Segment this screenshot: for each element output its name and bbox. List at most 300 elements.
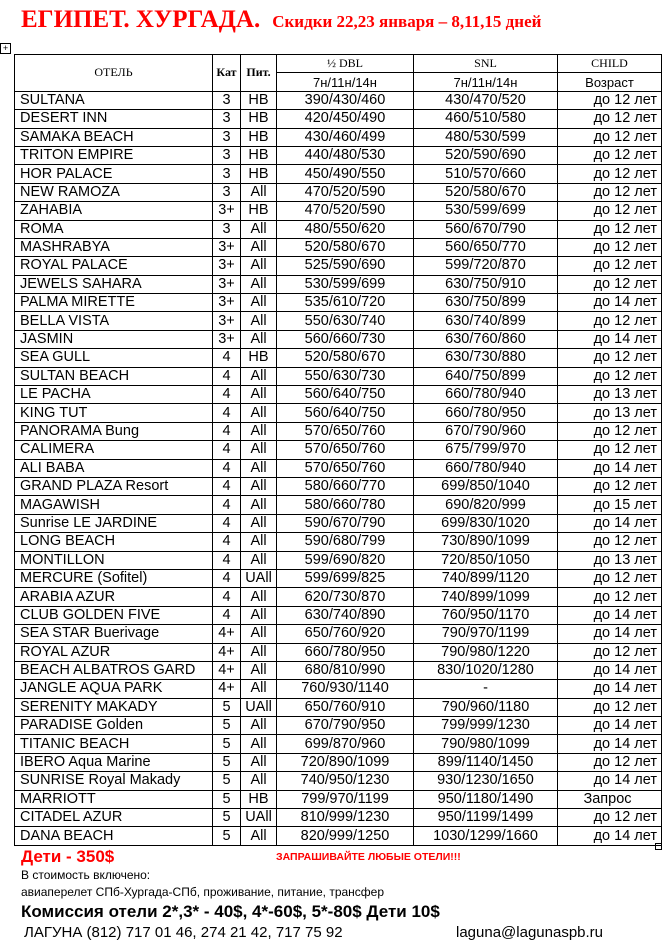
category: 3+ xyxy=(213,202,241,220)
dbl-price: 590/670/790 xyxy=(277,514,414,532)
title-sub: Скидки 22,23 января – 8,11,15 дней xyxy=(272,12,542,31)
hotel-name: TITANIC BEACH xyxy=(15,735,213,753)
category: 3 xyxy=(213,91,241,109)
snl-price: 699/830/1020 xyxy=(414,514,558,532)
table-row xyxy=(15,367,662,385)
snl-price: 899/1140/1450 xyxy=(414,753,558,771)
category: 3+ xyxy=(213,294,241,312)
category: 3+ xyxy=(213,330,241,348)
child-age: до 12 лет xyxy=(558,275,662,293)
table-row xyxy=(15,569,662,587)
child-age: до 12 лет xyxy=(558,477,662,495)
title-main: ЕГИПЕТ. ХУРГАДА. xyxy=(21,6,261,33)
dbl-price: 390/430/460 xyxy=(277,91,414,109)
meal-plan: UAll xyxy=(241,698,277,716)
child-age: до 12 лет xyxy=(558,202,662,220)
table-row xyxy=(15,680,662,698)
hotel-name: PALMA MIRETTE xyxy=(15,294,213,312)
meal-plan: All xyxy=(241,275,277,293)
hotel-name: ROMA xyxy=(15,220,213,238)
table-row xyxy=(15,238,662,256)
hotel-name: SEA GULL xyxy=(15,349,213,367)
child-age: до 14 лет xyxy=(558,827,662,845)
child-age: до 14 лет xyxy=(558,606,662,624)
child-age: до 12 лет xyxy=(558,698,662,716)
dbl-price: 580/660/780 xyxy=(277,496,414,514)
child-age: до 14 лет xyxy=(558,625,662,643)
child-age: до 14 лет xyxy=(558,772,662,790)
hotel-name: ROYAL PALACE xyxy=(15,257,213,275)
hotel-name: ARABIA AZUR xyxy=(15,588,213,606)
child-age: до 12 лет xyxy=(558,753,662,771)
dbl-price: 660/780/950 xyxy=(277,643,414,661)
header-hotel: ОТЕЛЬ xyxy=(15,55,213,92)
category: 4 xyxy=(213,404,241,422)
meal-plan: All xyxy=(241,294,277,312)
hotel-name: JEWELS SAHARA xyxy=(15,275,213,293)
page-title xyxy=(21,6,541,34)
snl-price: 760/950/1170 xyxy=(414,606,558,624)
category: 5 xyxy=(213,790,241,808)
child-age: до 12 лет xyxy=(558,422,662,440)
snl-price: 670/790/960 xyxy=(414,422,558,440)
header-dbl: ½ DBL xyxy=(277,55,414,73)
meal-plan: All xyxy=(241,753,277,771)
dbl-price: 480/550/620 xyxy=(277,220,414,238)
meal-plan: All xyxy=(241,330,277,348)
category: 4 xyxy=(213,386,241,404)
dbl-price: 550/630/730 xyxy=(277,367,414,385)
category: 4 xyxy=(213,606,241,624)
hotel-name: LE PACHA xyxy=(15,386,213,404)
dbl-price: 799/970/1199 xyxy=(277,790,414,808)
table-row xyxy=(15,422,662,440)
dbl-price: 650/760/920 xyxy=(277,625,414,643)
table-row xyxy=(15,790,662,808)
child-age: до 12 лет xyxy=(558,128,662,146)
dbl-price: 590/680/799 xyxy=(277,533,414,551)
snl-price: 560/650/770 xyxy=(414,238,558,256)
snl-price: 660/780/940 xyxy=(414,459,558,477)
table-row xyxy=(15,551,662,569)
meal-plan: All xyxy=(241,606,277,624)
hotel-name: SULTAN BEACH xyxy=(15,367,213,385)
category: 4 xyxy=(213,533,241,551)
child-age: до 13 лет xyxy=(558,404,662,422)
category: 3+ xyxy=(213,257,241,275)
hotel-name: SEA STAR Buerivage xyxy=(15,625,213,643)
table-row xyxy=(15,661,662,679)
snl-price: 630/750/899 xyxy=(414,294,558,312)
snl-price: 599/720/870 xyxy=(414,257,558,275)
hotel-name: SERENITY MAKADY xyxy=(15,698,213,716)
child-age: до 12 лет xyxy=(558,441,662,459)
child-age: до 12 лет xyxy=(558,220,662,238)
child-age: до 12 лет xyxy=(558,533,662,551)
snl-price: 720/850/1050 xyxy=(414,551,558,569)
snl-price: 699/850/1040 xyxy=(414,477,558,495)
table-row xyxy=(15,514,662,532)
header-meal: Пит. xyxy=(241,55,277,92)
table-row xyxy=(15,606,662,624)
table-row xyxy=(15,257,662,275)
hotel-name: PARADISE Golden xyxy=(15,717,213,735)
header-category: Кат xyxy=(213,55,241,92)
child-age: Запрос xyxy=(558,790,662,808)
dbl-price: 620/730/870 xyxy=(277,588,414,606)
dbl-price: 525/590/690 xyxy=(277,257,414,275)
hotel-name: CALIMERA xyxy=(15,441,213,459)
meal-plan: HB xyxy=(241,91,277,109)
table-row xyxy=(15,441,662,459)
meal-plan: All xyxy=(241,735,277,753)
snl-price: 930/1230/1650 xyxy=(414,772,558,790)
category: 3 xyxy=(213,165,241,183)
category: 4 xyxy=(213,367,241,385)
hotel-name: MONTILLON xyxy=(15,551,213,569)
table-resize-handle[interactable] xyxy=(655,843,662,850)
category: 4 xyxy=(213,477,241,495)
meal-plan: HB xyxy=(241,110,277,128)
table-row xyxy=(15,533,662,551)
dbl-price: 820/999/1250 xyxy=(277,827,414,845)
category: 5 xyxy=(213,735,241,753)
child-age: до 12 лет xyxy=(558,165,662,183)
child-age: до 12 лет xyxy=(558,312,662,330)
child-age: до 12 лет xyxy=(558,238,662,256)
child-age: до 14 лет xyxy=(558,330,662,348)
snl-price: 790/960/1180 xyxy=(414,698,558,716)
category: 3+ xyxy=(213,275,241,293)
category: 3+ xyxy=(213,312,241,330)
hotel-name: MAGAWISH xyxy=(15,496,213,514)
dbl-price: 535/610/720 xyxy=(277,294,414,312)
dbl-price: 740/950/1230 xyxy=(277,772,414,790)
header-child: CHILD xyxy=(558,55,662,73)
dbl-price: 450/490/550 xyxy=(277,165,414,183)
dbl-price: 650/760/910 xyxy=(277,698,414,716)
dbl-price: 680/810/990 xyxy=(277,661,414,679)
category: 5 xyxy=(213,717,241,735)
table-row xyxy=(15,588,662,606)
table-move-handle-icon[interactable]: + xyxy=(0,43,11,54)
dbl-price: 470/520/590 xyxy=(277,202,414,220)
child-age: до 14 лет xyxy=(558,514,662,532)
child-age: до 14 лет xyxy=(558,717,662,735)
table-row xyxy=(15,772,662,790)
dbl-price: 720/890/1099 xyxy=(277,753,414,771)
header-snl: SNL xyxy=(414,55,558,73)
snl-price: 630/730/880 xyxy=(414,349,558,367)
child-age: до 14 лет xyxy=(558,294,662,312)
table-row xyxy=(15,294,662,312)
snl-price: 630/740/899 xyxy=(414,312,558,330)
meal-plan: All xyxy=(241,183,277,201)
meal-plan: All xyxy=(241,551,277,569)
snl-price: 950/1199/1499 xyxy=(414,809,558,827)
dbl-price: 530/599/699 xyxy=(277,275,414,293)
dbl-price: 630/740/890 xyxy=(277,606,414,624)
dbl-price: 810/999/1230 xyxy=(277,809,414,827)
table-row xyxy=(15,312,662,330)
table-row xyxy=(15,496,662,514)
table-row xyxy=(15,459,662,477)
table-row xyxy=(15,643,662,661)
table-row xyxy=(15,165,662,183)
child-age: до 13 лет xyxy=(558,551,662,569)
dbl-price: 570/650/760 xyxy=(277,422,414,440)
snl-price: 730/890/1099 xyxy=(414,533,558,551)
child-age: до 12 лет xyxy=(558,349,662,367)
hotel-name: CLUB GOLDEN FIVE xyxy=(15,606,213,624)
snl-price: 740/899/1120 xyxy=(414,569,558,587)
table-row xyxy=(15,753,662,771)
category: 5 xyxy=(213,809,241,827)
meal-plan: All xyxy=(241,827,277,845)
hotel-name: MARRIOTT xyxy=(15,790,213,808)
meal-plan: All xyxy=(241,220,277,238)
dbl-price: 599/699/825 xyxy=(277,569,414,587)
child-age: до 12 лет xyxy=(558,91,662,109)
meal-plan: All xyxy=(241,404,277,422)
meal-plan: HB xyxy=(241,165,277,183)
meal-plan: All xyxy=(241,514,277,532)
category: 5 xyxy=(213,772,241,790)
dbl-price: 440/480/530 xyxy=(277,146,414,164)
category: 3 xyxy=(213,110,241,128)
child-age: до 12 лет xyxy=(558,146,662,164)
child-age: до 12 лет xyxy=(558,643,662,661)
snl-price: 790/980/1099 xyxy=(414,735,558,753)
snl-price: 630/750/910 xyxy=(414,275,558,293)
hotel-name: GRAND PLAZA Resort xyxy=(15,477,213,495)
snl-price: 790/980/1220 xyxy=(414,643,558,661)
meal-plan: All xyxy=(241,717,277,735)
child-age: до 12 лет xyxy=(558,588,662,606)
meal-plan: HB xyxy=(241,349,277,367)
header-snl-nights: 7н/11н/14н xyxy=(414,73,558,91)
category: 4+ xyxy=(213,661,241,679)
snl-price: 640/750/899 xyxy=(414,367,558,385)
commission: Комиссия отели 2*,3* - 40$, 4*-60$, 5*-80$ Дети 10$ xyxy=(21,902,440,921)
child-age: до 14 лет xyxy=(558,735,662,753)
ask-any-hotels: ЗАПРАШИВАЙТЕ ЛЮБЫЕ ОТЕЛИ!!! xyxy=(276,851,461,863)
child-age: до 14 лет xyxy=(558,661,662,679)
category: 4+ xyxy=(213,625,241,643)
snl-price: 660/780/950 xyxy=(414,404,558,422)
snl-price: 950/1180/1490 xyxy=(414,790,558,808)
child-age: до 13 лет xyxy=(558,386,662,404)
hotel-name: BEACH ALBATROS GARD xyxy=(15,661,213,679)
meal-plan: All xyxy=(241,257,277,275)
category: 4 xyxy=(213,349,241,367)
snl-price: 560/670/790 xyxy=(414,220,558,238)
hotel-name: SAMAKA BEACH xyxy=(15,128,213,146)
meal-plan: All xyxy=(241,661,277,679)
meal-plan: All xyxy=(241,588,277,606)
category: 3 xyxy=(213,146,241,164)
dbl-price: 670/790/950 xyxy=(277,717,414,735)
child-age: до 12 лет xyxy=(558,183,662,201)
price-table xyxy=(14,54,662,846)
dbl-price: 420/450/490 xyxy=(277,110,414,128)
meal-plan: HB xyxy=(241,146,277,164)
meal-plan: All xyxy=(241,441,277,459)
dbl-price: 560/640/750 xyxy=(277,404,414,422)
table-row xyxy=(15,809,662,827)
dbl-price: 520/580/670 xyxy=(277,349,414,367)
snl-price: 660/780/940 xyxy=(414,386,558,404)
snl-price: 520/580/670 xyxy=(414,183,558,201)
category: 5 xyxy=(213,698,241,716)
snl-price: 675/799/970 xyxy=(414,441,558,459)
category: 4 xyxy=(213,588,241,606)
hotel-name: KING TUT xyxy=(15,404,213,422)
meal-plan: UAll xyxy=(241,809,277,827)
snl-price: 1030/1299/1660 xyxy=(414,827,558,845)
dbl-price: 599/690/820 xyxy=(277,551,414,569)
dbl-price: 760/930/1140 xyxy=(277,680,414,698)
table-row xyxy=(15,110,662,128)
category: 4 xyxy=(213,441,241,459)
meal-plan: All xyxy=(241,533,277,551)
hotel-name: MERCURE (Sofitel) xyxy=(15,569,213,587)
hotel-name: IBERO Aqua Marine xyxy=(15,753,213,771)
dbl-price: 560/640/750 xyxy=(277,386,414,404)
table-row xyxy=(15,91,662,109)
header-dbl-nights: 7н/11н/14н xyxy=(277,73,414,91)
hotel-name: DANA BEACH xyxy=(15,827,213,845)
table-row xyxy=(15,735,662,753)
category: 3+ xyxy=(213,238,241,256)
meal-plan: All xyxy=(241,643,277,661)
child-age: до 12 лет xyxy=(558,569,662,587)
snl-price: 430/470/520 xyxy=(414,91,558,109)
meal-plan: All xyxy=(241,422,277,440)
meal-plan: All xyxy=(241,680,277,698)
dbl-price: 560/660/730 xyxy=(277,330,414,348)
meal-plan: All xyxy=(241,496,277,514)
table-row xyxy=(15,404,662,422)
hotel-name: ZAHABIA xyxy=(15,202,213,220)
snl-price: 740/899/1099 xyxy=(414,588,558,606)
hotel-name: TRITON EMPIRE xyxy=(15,146,213,164)
child-age: до 15 лет xyxy=(558,496,662,514)
hotel-name: PANORAMA Bung xyxy=(15,422,213,440)
child-age: до 14 лет xyxy=(558,459,662,477)
snl-price: 530/599/699 xyxy=(414,202,558,220)
snl-price: 690/820/999 xyxy=(414,496,558,514)
hotel-name: JANGLE AQUA PARK xyxy=(15,680,213,698)
meal-plan: HB xyxy=(241,790,277,808)
category: 4 xyxy=(213,496,241,514)
meal-plan: All xyxy=(241,386,277,404)
meal-plan: HB xyxy=(241,202,277,220)
hotel-name: DESERT INN xyxy=(15,110,213,128)
table-row xyxy=(15,349,662,367)
header-child-age: Возраст xyxy=(558,73,662,91)
table-row xyxy=(15,183,662,201)
meal-plan: HB xyxy=(241,128,277,146)
category: 4 xyxy=(213,422,241,440)
dbl-price: 699/870/960 xyxy=(277,735,414,753)
snl-price: - xyxy=(414,680,558,698)
table-row xyxy=(15,827,662,845)
snl-price: 630/760/860 xyxy=(414,330,558,348)
category: 3 xyxy=(213,183,241,201)
table-row xyxy=(15,275,662,293)
hotel-name: SULTANA xyxy=(15,91,213,109)
hotel-name: ROYAL AZUR xyxy=(15,643,213,661)
hotel-name: CITADEL AZUR xyxy=(15,809,213,827)
table-row xyxy=(15,698,662,716)
hotel-name: JASMIN xyxy=(15,330,213,348)
category: 3 xyxy=(213,128,241,146)
category: 4 xyxy=(213,551,241,569)
meal-plan: All xyxy=(241,772,277,790)
meal-plan: All xyxy=(241,367,277,385)
meal-plan: All xyxy=(241,625,277,643)
child-age: до 14 лет xyxy=(558,680,662,698)
table-row xyxy=(15,220,662,238)
category: 4+ xyxy=(213,643,241,661)
meal-plan: All xyxy=(241,459,277,477)
table-row xyxy=(15,128,662,146)
dbl-price: 470/520/590 xyxy=(277,183,414,201)
dbl-price: 570/650/760 xyxy=(277,441,414,459)
dbl-price: 550/630/740 xyxy=(277,312,414,330)
table-row xyxy=(15,625,662,643)
snl-price: 790/970/1199 xyxy=(414,625,558,643)
included-text: авиаперелет СПб-Хургада-СПб, проживание, питание, трансфер xyxy=(21,885,385,899)
meal-plan: All xyxy=(241,477,277,495)
dbl-price: 430/460/499 xyxy=(277,128,414,146)
contacts: ЛАГУНА (812) 717 01 46, 274 21 42, 717 75 92 xyxy=(24,924,343,941)
hotel-name: Sunrise LE JARDINE xyxy=(15,514,213,532)
snl-price: 830/1020/1280 xyxy=(414,661,558,679)
child-age: до 12 лет xyxy=(558,110,662,128)
child-age: до 12 лет xyxy=(558,809,662,827)
meal-plan: UAll xyxy=(241,569,277,587)
hotel-name: NEW RAMOZA xyxy=(15,183,213,201)
table-row xyxy=(15,202,662,220)
hotel-name: BELLA VISTA xyxy=(15,312,213,330)
child-age: до 12 лет xyxy=(558,257,662,275)
category: 5 xyxy=(213,827,241,845)
included-label: В стоимость включено: xyxy=(21,868,151,882)
snl-price: 460/510/580 xyxy=(414,110,558,128)
category: 4 xyxy=(213,514,241,532)
hotel-name: LONG BEACH xyxy=(15,533,213,551)
snl-price: 799/999/1230 xyxy=(414,717,558,735)
table-row xyxy=(15,330,662,348)
table-row xyxy=(15,477,662,495)
category: 5 xyxy=(213,753,241,771)
dbl-price: 580/660/770 xyxy=(277,477,414,495)
hotel-name: SUNRISE Royal Makady xyxy=(15,772,213,790)
meal-plan: All xyxy=(241,238,277,256)
category: 4 xyxy=(213,569,241,587)
table-row xyxy=(15,717,662,735)
dbl-price: 570/650/760 xyxy=(277,459,414,477)
hotel-name: HOR PALACE xyxy=(15,165,213,183)
children-price: Дети - 350$ xyxy=(21,847,115,866)
dbl-price: 520/580/670 xyxy=(277,238,414,256)
category: 4 xyxy=(213,459,241,477)
table-row xyxy=(15,386,662,404)
table-row xyxy=(15,146,662,164)
email-link[interactable]: laguna@lagunaspb.ru xyxy=(456,924,604,941)
